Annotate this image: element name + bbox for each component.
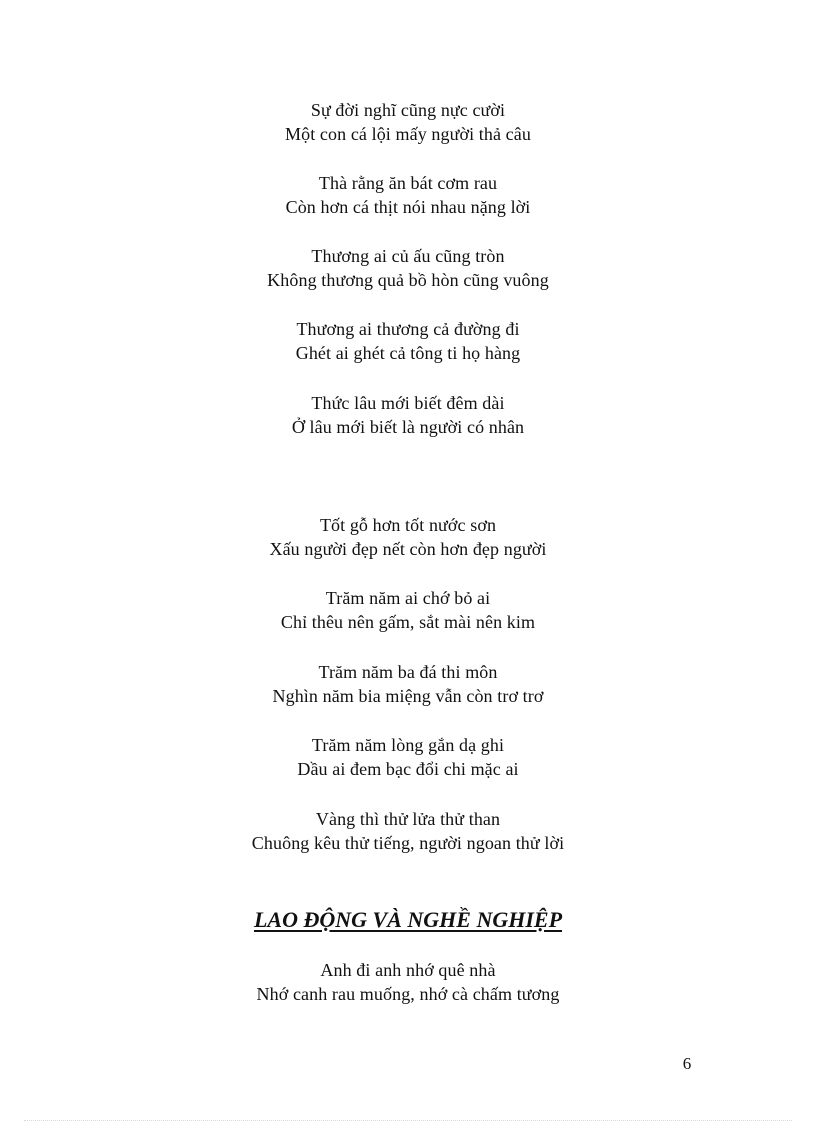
verse-line: Trăm năm ai chớ bỏ ai: [325, 588, 491, 608]
verse-line: Tốt gỗ hơn tốt nước sơn: [319, 515, 497, 535]
verse-line: Chỉ thêu nên gấm, sắt mài nên kim: [280, 612, 536, 632]
stanza-8: [0, 660, 816, 708]
verse-line: Trăm năm ba đá thi môn: [318, 662, 498, 682]
page-bottom-divider: [24, 1120, 792, 1121]
verse-line: Vàng thì thử lửa thử than: [315, 809, 501, 829]
verse-line: Thương ai củ ấu cũng tròn: [311, 246, 505, 266]
verse-line: Còn hơn cá thịt nói nhau nặng lời: [285, 197, 531, 217]
verse-line: Một con cá lội mấy người thả câu: [285, 124, 531, 144]
verse-line: Nghìn năm bia miệng vẫn còn trơ trơ: [272, 686, 544, 706]
verse-line: Ghét ai ghét cả tông ti họ hàng: [295, 343, 521, 363]
verse-line: Dầu ai đem bạc đổi chi mặc ai: [297, 759, 519, 779]
stanza-3: [0, 244, 816, 292]
verse-line: Xấu người đẹp nết còn hơn đẹp người: [269, 539, 547, 559]
verse-line: Trăm năm lòng gắn dạ ghi: [311, 735, 505, 755]
stanza-7: [0, 586, 816, 634]
stanza-6: [0, 513, 816, 561]
verse-line: Thà rằng ăn bát cơm rau: [318, 173, 498, 193]
stanza-10: [0, 807, 816, 855]
verse-line: Thức lâu mới biết đêm dài: [311, 393, 505, 413]
verse-line: Ở lâu mới biết là người có nhân: [291, 417, 525, 437]
verse-line: Không thương quả bồ hòn cũng vuông: [267, 270, 549, 290]
stanza-5: [0, 391, 816, 439]
stanza-4: [0, 317, 816, 365]
stanza-9: [0, 733, 816, 781]
stanza-1: [0, 98, 816, 146]
verse-line: Chuông kêu thử tiếng, người ngoan thử lời: [251, 833, 565, 853]
verse-line: Sự đời nghĩ cũng nực cười: [310, 100, 506, 120]
section-heading: LAO ĐỘNG VÀ NGHỀ NGHIỆP: [253, 907, 563, 932]
stanza-11: [0, 958, 816, 1006]
stanza-2: [0, 171, 816, 219]
verse-line: Nhớ canh rau muống, nhớ cà chấm tương: [256, 984, 560, 1004]
verse-line: Thương ai thương cả đường đi: [296, 319, 520, 339]
verse-line: Anh đi anh nhớ quê nhà: [320, 960, 496, 980]
page-number: 6: [682, 1054, 692, 1073]
